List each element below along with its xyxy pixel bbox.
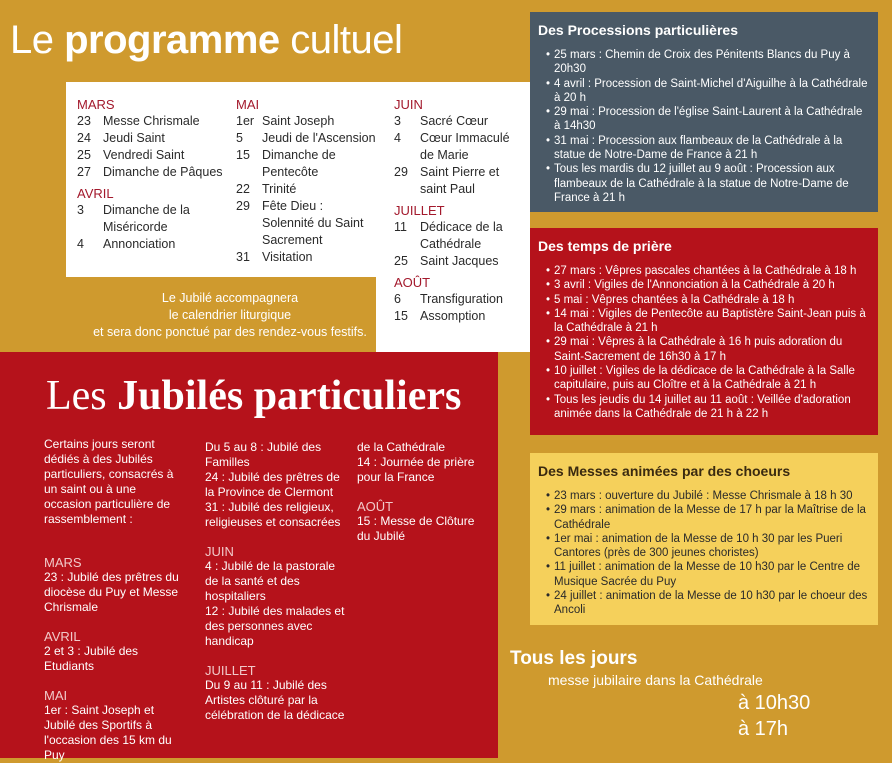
calendar-entry: 5 Jeudi de l'Ascension bbox=[236, 131, 376, 145]
jubile-entry: 23 : Jubilé des prêtres du diocèse du Puy et Messe Chrismale bbox=[44, 570, 179, 614]
jubile-entry: 31 : Jubilé des religieux, religieuses et consacrées bbox=[205, 500, 341, 529]
month-heading: AOÛT bbox=[394, 275, 431, 290]
messes-box bbox=[530, 453, 878, 625]
jubile-entry: 24 : Jubilé des prêtres de la Province de Clermont bbox=[205, 470, 340, 499]
jubiles-col-2 bbox=[205, 440, 345, 723]
month-heading: MAI bbox=[44, 688, 68, 703]
month-heading: JUILLET bbox=[205, 663, 256, 678]
jubile-entry: Du 5 au 8 : Jubilé des Familles bbox=[205, 440, 322, 469]
calendar-entry: 3 Sacré Cœur bbox=[394, 114, 489, 128]
calendar-entry: 11 Dédicace de la Cathédrale bbox=[394, 220, 503, 251]
calendar-entry: 23 Messe Chrismale bbox=[77, 114, 200, 128]
jubiles-intro: Certains jours seront dédiés à des Jubilés particuliers, consacrés à un saint ou à une occasion particulière de rassemblement : bbox=[44, 437, 174, 526]
daily-time: à 10h30 bbox=[738, 692, 811, 714]
list-item: • 3 avril : Vigiles de l'Annonciation à la Cathédrale à 20 h bbox=[554, 278, 868, 292]
month-heading: AVRIL bbox=[77, 186, 114, 201]
list-item: • 25 mars : Chemin de Croix des Pénitents Blancs du Puy à 20h30 bbox=[554, 48, 868, 77]
calendar-col-2 bbox=[236, 92, 386, 266]
month-heading: MARS bbox=[77, 97, 115, 112]
calendar-entry: 15 Assomption bbox=[394, 309, 486, 323]
list-item: • 29 mai : Vêpres à la Cathédrale à 16 h puis adoration du Saint-Sacrement de 16h30 à 17 h bbox=[554, 335, 868, 364]
messes-title: Des Messes animées par des choeurs bbox=[538, 463, 791, 479]
priere-list bbox=[530, 264, 878, 421]
jubile-entry: 2 et 3 : Jubilé des Etudiants bbox=[44, 644, 139, 673]
calendar-entry: 15 Dimanche de Pentecôte bbox=[236, 148, 336, 179]
jubile-entry: 4 : Jubilé de la pastorale de la santé et des hospitaliers bbox=[205, 559, 336, 603]
list-item: • 11 juillet : animation de la Messe de 10 h30 par le Centre de Musique Sacrée du Puy bbox=[554, 560, 868, 589]
list-item: • 27 mars : Vêpres pascales chantées à la Cathédrale à 18 h bbox=[554, 264, 868, 278]
calendar-entry: 3 Dimanche de la Miséricorde bbox=[77, 203, 190, 234]
list-item: • 31 mai : Procession aux flambeaux de la Cathédrale à la statue de Notre-Dame de France à 21 h bbox=[554, 134, 868, 163]
calendar-entry: 25 Vendredi Saint bbox=[77, 148, 185, 162]
calendar-col-1 bbox=[77, 92, 227, 253]
list-item: • 24 juillet : animation de la Messe de 10 h30 par le choeur des Ancoli bbox=[554, 589, 868, 618]
priere-title: Des temps de prière bbox=[538, 238, 672, 254]
month-heading: JUIN bbox=[394, 97, 423, 112]
jubiles-col-3 bbox=[357, 440, 487, 544]
list-item: • 14 mai : Vigiles de Pentecôte au Baptistère Saint-Jean puis à la Cathédrale à 21 h bbox=[554, 307, 868, 336]
list-item: • 5 mai : Vêpres chantées à la Cathédrale à 18 h bbox=[554, 293, 868, 307]
processions-title: Des Processions particulières bbox=[538, 22, 738, 38]
list-item: • Tous les mardis du 12 juillet au 9 août : Procession aux flambeaux de la Cathédrale à la statue de Notre-Dame de France à 21 h bbox=[554, 162, 868, 205]
jubile-entry: de la Cathédrale bbox=[357, 440, 446, 454]
month-heading: AVRIL bbox=[44, 629, 81, 644]
list-item: • 4 avril : Procession de Saint-Michel d'Aiguilhe à la Cathédrale à 20 h bbox=[554, 77, 868, 106]
calendar-entry: 29 Fête Dieu : Solennité du Saint Sacrement bbox=[236, 199, 364, 247]
jubile-note: Le Jubilé accompagnera le calendrier liturgique et sera donc ponctué par des rendez-vous festifs. bbox=[93, 291, 367, 339]
calendar-entry: 6 Transfiguration bbox=[394, 292, 503, 306]
calendar-entry: 31 Visitation bbox=[236, 250, 313, 264]
daily-subtitle: messe jubilaire dans la Cathédrale bbox=[548, 672, 763, 688]
calendar-entry: 24 Jeudi Saint bbox=[77, 131, 165, 145]
jubiles-col-1 bbox=[44, 437, 184, 763]
jubile-entry: 14 : Journée de prière pour la France bbox=[357, 455, 475, 484]
daily-time: à 17h bbox=[738, 718, 789, 740]
list-item: • 23 mars : ouverture du Jubilé : Messe Chrismale à 18 h 30 bbox=[554, 489, 868, 503]
list-item: • 1er mai : animation de la Messe de 10 h 30 par les Pueri Cantores (près de 300 jeunes choristes) bbox=[554, 532, 868, 561]
processions-list bbox=[530, 48, 878, 205]
priere-box bbox=[530, 228, 878, 435]
month-heading: MARS bbox=[44, 555, 82, 570]
list-item: • 29 mars : animation de la Messe de 17 h par la Maîtrise de la Cathédrale bbox=[554, 503, 868, 532]
processions-box bbox=[530, 12, 878, 212]
page-title: Le programme cultuel bbox=[10, 18, 403, 62]
calendar-entry: 25 Saint Jacques bbox=[394, 254, 499, 268]
calendar-entry: 27 Dimanche de Pâques bbox=[77, 165, 223, 179]
month-heading: JUIN bbox=[205, 544, 234, 559]
calendar-entry: 29 Saint Pierre et saint Paul bbox=[394, 165, 500, 196]
calendar-entry: 22 Trinité bbox=[236, 182, 297, 196]
calendar-entry: 4 Cœur Immaculé de Marie bbox=[394, 131, 510, 162]
month-heading: JUILLET bbox=[394, 203, 445, 218]
jubile-entry: 12 : Jubilé des malades et des personnes avec handicap bbox=[205, 604, 345, 648]
list-item: • 29 mai : Procession de l'église Saint-Laurent à la Cathédrale à 14h30 bbox=[554, 105, 868, 134]
daily-title: Tous les jours bbox=[510, 648, 638, 669]
messes-list bbox=[530, 489, 878, 618]
list-item: • Tous les jeudis du 14 juillet au 11 août : Veillée d'adoration animée dans la Cathédrale de 21 h à 22 h bbox=[554, 393, 868, 422]
month-heading: MAI bbox=[236, 97, 260, 112]
calendar-entry: 4 Annonciation bbox=[77, 237, 176, 251]
calendar-entry: 1er Saint Joseph bbox=[236, 114, 335, 128]
jubile-entry: 1er : Saint Joseph et Jubilé des Sportifs à l'occasion des 15 km du Puy bbox=[44, 703, 172, 762]
jubile-entry: 15 : Messe de Clôture du Jubilé bbox=[357, 514, 475, 543]
list-item: • 10 juillet : Vigiles de la dédicace de la Cathédrale à la Salle capitulaire, puis au Cloître et à la Cathédrale à 21 h bbox=[554, 364, 868, 393]
month-heading: AOÛT bbox=[357, 499, 394, 514]
jubile-entry: Du 9 au 11 : Jubilé des Artistes clôturé par la célébration de la dédicace bbox=[205, 678, 345, 722]
jubiles-title: Les Jubilés particuliers bbox=[46, 373, 462, 419]
